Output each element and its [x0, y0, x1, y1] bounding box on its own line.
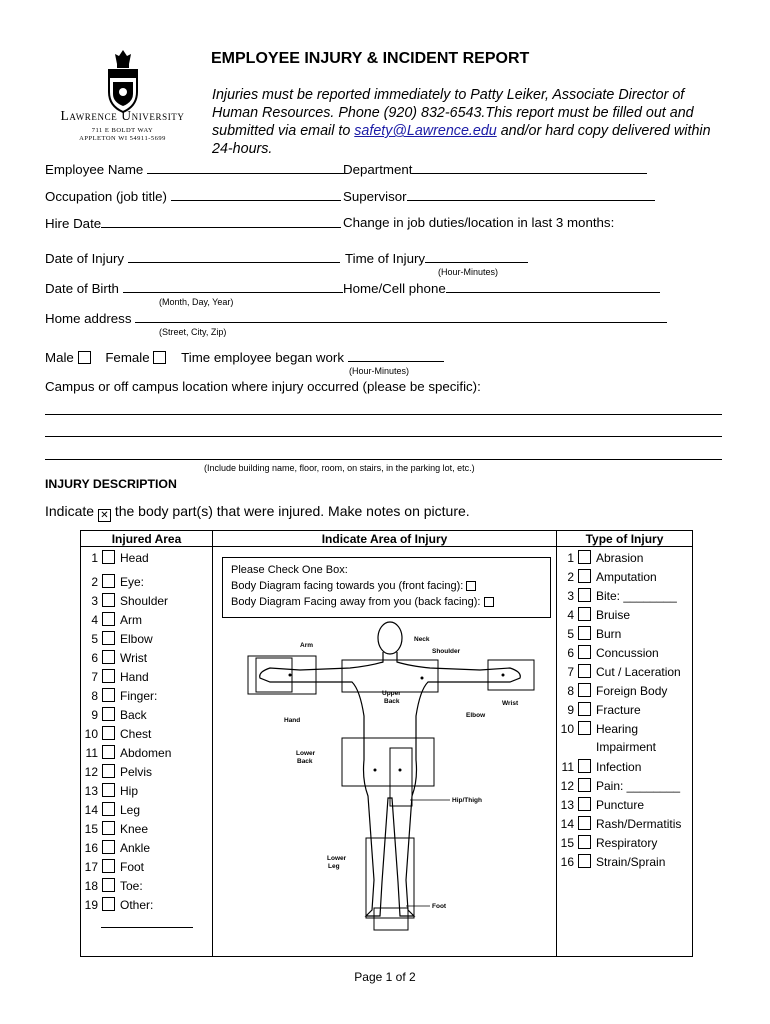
- male-label: Male: [45, 350, 74, 365]
- address-line-2: APPLETON WI 54911-5699: [79, 135, 166, 142]
- row-number: 5: [91, 632, 98, 646]
- injured-area-label: Ankle: [120, 841, 151, 855]
- label-lower-back: Lower: [296, 750, 316, 757]
- back-facing-option: [231, 596, 494, 608]
- injury-type-label: Bruise: [596, 608, 631, 622]
- col-type-of-injury: Type of Injury: [585, 532, 664, 546]
- row-number: 12: [560, 779, 574, 793]
- injury-type-checkbox[interactable]: [578, 645, 591, 659]
- diagram-marker-lower-back: [374, 769, 377, 772]
- date-of-injury-label: Date of Injury: [45, 251, 125, 266]
- row-number: 13: [84, 784, 98, 798]
- injury-type-row[interactable]: [556, 645, 659, 660]
- time-began-work-label: Time employee began work: [181, 350, 344, 365]
- supervisor-label: Supervisor: [343, 189, 407, 204]
- injured-area-row[interactable]: [80, 574, 144, 589]
- row-number: 13: [560, 798, 574, 812]
- department-field[interactable]: [343, 161, 647, 177]
- injury-type-row[interactable]: [556, 683, 667, 698]
- injured-area-checkbox[interactable]: [102, 783, 115, 797]
- male-checkbox[interactable]: [78, 351, 91, 364]
- injury-type-checkbox[interactable]: [578, 778, 591, 792]
- injured-area-checkbox[interactable]: [102, 859, 115, 873]
- location-hint: (Include building name, floor, room, on stairs, in the parking lot, etc.): [204, 463, 475, 473]
- university-name: Lawrence University: [60, 108, 185, 123]
- diagram-arm-box: [248, 656, 316, 694]
- indicate-prefix: Indicate: [45, 503, 95, 519]
- row-number: 12: [84, 765, 98, 779]
- injury-type-row[interactable]: [556, 778, 680, 793]
- injury-type-label: Pain: ________: [596, 779, 681, 793]
- diagram-marker-arm: [289, 674, 292, 677]
- injured-area-label: Leg: [120, 803, 141, 817]
- row-number: 3: [567, 589, 574, 603]
- injury-type-checkbox[interactable]: [578, 569, 591, 583]
- injured-area-label: Eye:: [120, 575, 145, 589]
- date-of-birth-field[interactable]: [45, 280, 343, 296]
- injured-area-label: Pelvis: [120, 765, 153, 779]
- injured-area-label: Hip: [120, 784, 139, 798]
- date-of-injury-field[interactable]: [45, 250, 340, 266]
- injury-type-checkbox[interactable]: [578, 664, 591, 678]
- row-number: 1: [567, 551, 574, 565]
- crest-icon: [95, 48, 151, 116]
- injured-area-row[interactable]: [80, 764, 152, 779]
- injury-type-row[interactable]: [556, 626, 621, 641]
- injured-area-row[interactable]: [80, 593, 168, 608]
- row-number: 15: [84, 822, 98, 836]
- address-hint: (Street, City, Zip): [159, 327, 227, 337]
- injury-section-title: INJURY DESCRIPTION: [45, 477, 177, 491]
- injury-type-checkbox[interactable]: [578, 702, 591, 716]
- injury-type-checkbox[interactable]: [578, 721, 591, 735]
- label-wrist: Wrist: [502, 700, 519, 707]
- safety-email-link[interactable]: safety@Lawrence.edu: [354, 123, 497, 139]
- row-number: 11: [85, 746, 98, 760]
- label-upper-back-2: Back: [384, 698, 400, 705]
- injury-type-label: Fracture: [596, 703, 641, 717]
- row-number: 6: [91, 651, 98, 665]
- front-facing-option: [231, 580, 476, 592]
- injured-area-row[interactable]: [80, 612, 142, 627]
- report-notice: [212, 86, 732, 158]
- home-cell-phone-label: Home/Cell phone: [343, 281, 446, 296]
- injury-type-row[interactable]: [556, 588, 677, 603]
- injured-area-checkbox[interactable]: [102, 669, 115, 683]
- injured-area-checkbox[interactable]: [102, 550, 115, 564]
- injured-area-label: Chest: [120, 727, 152, 741]
- row-number: 17: [84, 860, 98, 874]
- injury-type-checkbox[interactable]: [578, 816, 591, 830]
- diagram-hip-box: [390, 748, 412, 806]
- diagram-foot-box: [374, 908, 408, 930]
- female-checkbox[interactable]: [153, 351, 166, 364]
- injured-area-label: Arm: [120, 613, 142, 627]
- injured-area-label: Foot: [120, 860, 145, 874]
- row-number: 19: [84, 898, 98, 912]
- injury-type-label: Concussion: [596, 646, 659, 660]
- gender-and-start-row: [45, 349, 444, 365]
- time-of-injury-field[interactable]: [345, 250, 528, 266]
- injured-area-checkbox[interactable]: [102, 802, 115, 816]
- injury-type-label: Amputation: [596, 570, 657, 584]
- back-facing-checkbox[interactable]: [484, 597, 494, 607]
- label-neck: Neck: [414, 636, 430, 643]
- injury-type-label: Hearing: [596, 722, 639, 736]
- col-indicate-area: Indicate Area of Injury: [321, 532, 448, 546]
- row-number: 2: [567, 570, 574, 584]
- injured-area-row[interactable]: [80, 783, 138, 798]
- injured-area-row[interactable]: [80, 745, 171, 760]
- checked-box-icon: ✕: [98, 509, 111, 522]
- injury-type-row[interactable]: [556, 854, 665, 869]
- occupation-label: Occupation (job title): [45, 189, 167, 204]
- indicate-instruction: [45, 503, 470, 522]
- row-number: 7: [91, 670, 98, 684]
- injury-type-row[interactable]: [556, 702, 641, 717]
- row-number: 5: [567, 627, 574, 641]
- injury-type-label: Strain/Sprain: [596, 855, 666, 869]
- injured-area-checkbox[interactable]: [102, 707, 115, 721]
- injured-area-checkbox[interactable]: [102, 688, 115, 702]
- injury-type-checkbox[interactable]: [578, 607, 591, 621]
- diagram-marker-wrist: [502, 674, 505, 677]
- injury-type-label: Puncture: [596, 798, 645, 812]
- hire-date-field[interactable]: [45, 215, 341, 231]
- injury-type-label: Impairment: [596, 740, 657, 754]
- injury-type-checkbox[interactable]: [578, 835, 591, 849]
- employee-name-label: Employee Name: [45, 162, 144, 177]
- began-work-hint: (Hour-Minutes): [349, 366, 410, 376]
- row-number: 10: [560, 722, 574, 736]
- injured-area-checkbox[interactable]: [102, 726, 115, 740]
- row-number: 9: [91, 708, 98, 722]
- injury-type-row[interactable]: [556, 569, 657, 584]
- injury-type-label: Infection: [596, 760, 642, 774]
- injured-area-label: Back: [120, 708, 147, 722]
- location-line-1[interactable]: [45, 414, 722, 415]
- row-number: 2: [91, 575, 98, 589]
- injured-area-row[interactable]: [80, 878, 143, 893]
- diagram-head: [378, 622, 402, 654]
- label-hip-thigh: Hip/Thigh: [452, 797, 482, 804]
- injury-type-row[interactable]: [556, 607, 630, 622]
- injury-type-label: Burn: [596, 627, 622, 641]
- injured-area-label: Hand: [120, 670, 149, 684]
- row-number: 4: [91, 613, 98, 627]
- row-number: 8: [567, 684, 574, 698]
- location-question: Campus or off campus location where injury occurred (please be specific):: [45, 379, 481, 394]
- dob-hint: (Month, Day, Year): [159, 297, 234, 307]
- time-of-injury-hint: (Hour-Minutes): [438, 267, 499, 277]
- row-number: 14: [84, 803, 98, 817]
- diagram-marker-shoulder: [421, 677, 424, 680]
- injury-type-row[interactable]: [556, 550, 643, 565]
- injured-area-checkbox[interactable]: [102, 593, 115, 607]
- occupation-field[interactable]: [45, 188, 341, 204]
- injury-type-checkbox[interactable]: [578, 759, 591, 773]
- time-of-injury-label: Time of Injury: [345, 251, 426, 266]
- injured-area-checkbox[interactable]: [102, 840, 115, 854]
- row-number: 9: [567, 703, 574, 717]
- location-line-3[interactable]: [45, 459, 722, 460]
- injured-area-row[interactable]: [80, 859, 144, 874]
- injury-type-row[interactable]: [556, 759, 641, 774]
- label-arm: Arm: [300, 642, 314, 649]
- department-label: Department: [343, 162, 413, 177]
- label-hand: Hand: [284, 717, 301, 724]
- injury-type-checkbox[interactable]: [578, 683, 591, 697]
- diagram-wrist-box: [488, 660, 534, 690]
- injured-area-label: Wrist: [120, 651, 148, 665]
- row-number: 14: [560, 817, 574, 831]
- female-label: Female: [105, 350, 150, 365]
- injury-type-checkbox[interactable]: [578, 797, 591, 811]
- other-area-line[interactable]: [101, 927, 193, 928]
- label-lower-back-2: Back: [297, 758, 313, 765]
- injury-type-label: Abrasion: [596, 551, 644, 565]
- injury-type-label: Foreign Body: [596, 684, 668, 698]
- injured-area-row[interactable]: [80, 650, 147, 665]
- injured-area-checkbox[interactable]: [102, 897, 115, 911]
- injured-area-row[interactable]: [80, 707, 147, 722]
- report-title: EMPLOYEE INJURY & INCIDENT REPORT: [211, 50, 530, 67]
- notice-text-2: and/or hard copy delivered within 24-hours.: [212, 123, 711, 157]
- col-injured-area: Injured Area: [111, 532, 182, 546]
- injured-area-row[interactable]: [80, 631, 153, 646]
- injury-type-label: Respiratory: [596, 836, 658, 850]
- injury-type-row[interactable]: [556, 721, 638, 736]
- label-shoulder: Shoulder: [432, 648, 461, 655]
- injured-area-row[interactable]: [80, 840, 150, 855]
- injured-area-row[interactable]: [80, 821, 148, 836]
- injured-area-label: Other:: [120, 898, 154, 912]
- row-number: 16: [84, 841, 98, 855]
- injured-area-checkbox[interactable]: [102, 631, 115, 645]
- location-line-2[interactable]: [45, 436, 722, 437]
- check-one-title: Please Check One Box:: [231, 564, 348, 576]
- injured-area-checkbox[interactable]: [102, 612, 115, 626]
- change-duties-label: Change in job duties/location in last 3 months:: [343, 215, 615, 230]
- row-number: 4: [567, 608, 574, 622]
- front-facing-checkbox[interactable]: [466, 581, 476, 591]
- injury-type-row[interactable]: [556, 835, 657, 850]
- injured-area-checkbox[interactable]: [102, 745, 115, 759]
- row-number: 7: [567, 665, 574, 679]
- injury-type-row[interactable]: [556, 816, 681, 831]
- front-facing-label: Body Diagram facing towards you (front facing):: [231, 580, 464, 592]
- row-number: 1: [91, 551, 98, 565]
- injury-type-checkbox[interactable]: [578, 588, 591, 602]
- injured-area-label: Elbow: [120, 632, 153, 646]
- label-elbow: Elbow: [466, 712, 486, 719]
- row-number: 15: [560, 836, 574, 850]
- address-line-1: 711 E BOLDT WAY: [91, 127, 154, 134]
- employee-name-field[interactable]: [45, 161, 344, 177]
- injury-type-checkbox[interactable]: [578, 626, 591, 640]
- injury-type-label: Cut / Laceration: [596, 665, 681, 679]
- row-number: 16: [560, 855, 574, 869]
- injured-area-row[interactable]: [80, 688, 157, 703]
- injury-type-checkbox[interactable]: [578, 854, 591, 868]
- injured-area-label: Shoulder: [120, 594, 169, 608]
- back-facing-label: Body Diagram Facing away from you (back facing):: [231, 596, 481, 608]
- injury-type-row[interactable]: [556, 664, 681, 679]
- injured-area-row[interactable]: [80, 669, 149, 684]
- date-of-birth-label: Date of Birth: [45, 281, 119, 296]
- row-number: 3: [91, 594, 98, 608]
- time-began-work-input[interactable]: [348, 349, 444, 362]
- row-number: 8: [91, 689, 98, 703]
- injured-area-checkbox[interactable]: [102, 764, 115, 778]
- injured-area-checkbox[interactable]: [102, 574, 115, 588]
- injured-area-checkbox[interactable]: [102, 821, 115, 835]
- row-number: 11: [561, 760, 574, 774]
- home-address-label: Home address: [45, 311, 132, 326]
- row-number: 10: [84, 727, 98, 741]
- body-diagram[interactable]: [240, 620, 545, 940]
- injured-area-checkbox[interactable]: [102, 650, 115, 664]
- injured-area-row[interactable]: [80, 897, 153, 912]
- injured-area-label: Toe:: [120, 879, 143, 893]
- row-number: 6: [567, 646, 574, 660]
- injured-area-label: Knee: [120, 822, 149, 836]
- injured-area-row[interactable]: [80, 726, 151, 741]
- injured-area-row[interactable]: [80, 550, 149, 565]
- injured-area-label: Abdomen: [120, 746, 172, 760]
- home-address-field[interactable]: [45, 310, 667, 326]
- injured-area-label: Finger:: [120, 689, 158, 703]
- notice-text-1: Injuries must be reported immediately to Patty Leiker, Associate Director of Human Resources. Phone (920) 832-6543.This report must be filled out and submitted via email to: [212, 87, 694, 139]
- row-number: 18: [84, 879, 98, 893]
- home-cell-phone-field[interactable]: [343, 280, 660, 296]
- label-upper-back: Upper: [382, 690, 401, 697]
- injury-type-row: [556, 740, 656, 754]
- diagram-lower-back-box: [342, 738, 434, 786]
- diagram-marker-hip: [399, 769, 402, 772]
- label-foot: Foot: [432, 903, 447, 910]
- injury-type-label: Bite: ________: [596, 589, 677, 603]
- supervisor-field[interactable]: [343, 188, 655, 204]
- injured-area-label: Head: [120, 551, 149, 565]
- page-number: Page 1 of 2: [354, 970, 416, 984]
- injured-area-checkbox[interactable]: [102, 878, 115, 892]
- diagram-hand-box: [256, 658, 292, 692]
- label-lower-leg: Lower: [327, 855, 347, 862]
- injury-type-label: Rash/Dermatitis: [596, 817, 682, 831]
- hire-date-label: Hire Date: [45, 216, 102, 231]
- label-lower-leg-2: Leg: [328, 863, 340, 870]
- injury-type-checkbox[interactable]: [578, 550, 591, 564]
- injury-type-row[interactable]: [556, 797, 644, 812]
- injured-area-row[interactable]: [80, 802, 140, 817]
- indicate-suffix: the body part(s) that were injured. Make notes on picture.: [114, 503, 470, 519]
